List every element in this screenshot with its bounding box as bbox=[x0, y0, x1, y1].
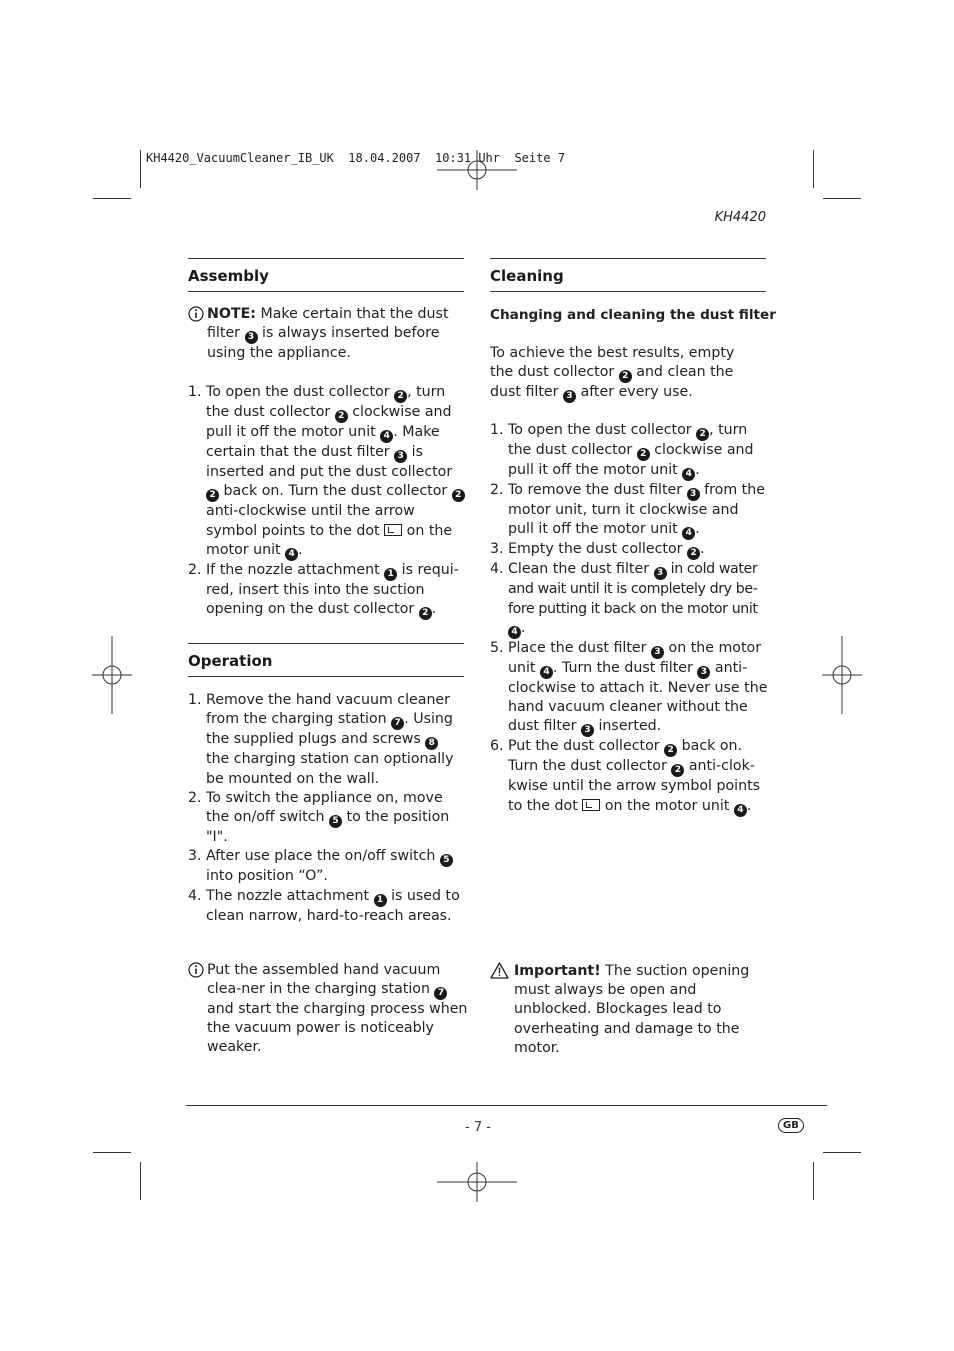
list-item bbox=[188, 847, 464, 886]
badge: 3 bbox=[245, 331, 258, 344]
note-text: Put the assembled hand vacuum clea-ner in the charging station bbox=[207, 961, 441, 997]
step-number: 1. bbox=[490, 422, 504, 438]
list-item bbox=[490, 737, 768, 816]
intro-text: and clean the dust filter bbox=[490, 364, 734, 401]
step-number: 5. bbox=[490, 639, 504, 656]
step-number: 2. bbox=[188, 561, 202, 578]
list-item bbox=[490, 421, 768, 481]
list-item bbox=[188, 691, 464, 789]
note-text: and start the charging process when the vacuum power is noticeably weaker. bbox=[207, 1000, 468, 1056]
section-rule bbox=[188, 676, 464, 677]
step-number: 6. bbox=[490, 738, 504, 755]
step-text: If the nozzle attachment bbox=[206, 561, 385, 578]
badge: 7 bbox=[434, 987, 447, 1000]
cleaning-subtitle: Changing and cleaning the dust filter bbox=[490, 307, 776, 323]
step-number: 4. bbox=[188, 887, 202, 904]
step-text: Remove the hand vacuum cleaner from the charging station bbox=[206, 692, 450, 728]
badge: 2 bbox=[696, 428, 709, 441]
operation-note bbox=[188, 961, 473, 1058]
badge: 4 bbox=[508, 626, 521, 639]
cleaning-steps bbox=[490, 421, 768, 817]
step-text: back on. Turn the dust collector bbox=[219, 483, 452, 500]
badge: 3 bbox=[394, 450, 407, 463]
note-text: Make certain that the dust filter bbox=[207, 306, 449, 342]
registration-mark-icon bbox=[822, 636, 862, 714]
badge: 2 bbox=[452, 489, 465, 502]
cleaning-title: Cleaning bbox=[490, 267, 564, 285]
step-number: 4. bbox=[490, 561, 504, 578]
step-text: inserted. bbox=[593, 718, 662, 735]
badge: 3 bbox=[697, 666, 710, 679]
assembly-title: Assembly bbox=[188, 267, 269, 285]
list-item bbox=[490, 639, 768, 738]
operation-steps bbox=[188, 691, 464, 926]
badge: 4 bbox=[682, 468, 695, 481]
step-text: anti-clockwise until the arrow symbol points to the dot bbox=[206, 503, 415, 539]
arrow-dot-symbol-icon bbox=[384, 524, 402, 536]
section-rule bbox=[188, 291, 464, 292]
step-text: , turn the dust collector bbox=[508, 422, 748, 458]
assembly-steps bbox=[188, 383, 466, 620]
step-text: Place the dust filter bbox=[508, 639, 651, 656]
info-icon bbox=[188, 962, 204, 978]
step-text: After use place the on/off switch bbox=[206, 848, 440, 865]
step-text: . Using the supplied plugs and screws bbox=[206, 711, 453, 748]
badge: 4 bbox=[734, 804, 747, 817]
list-item bbox=[188, 383, 466, 561]
important-text: The suction opening must always be open and unblocked. Blockages lead to overheating and damage to the motor. bbox=[514, 962, 750, 1056]
step-text: anti-clok-kwise until the arrow symbol points to the dot bbox=[508, 758, 761, 814]
step-text: Clean the dust filter bbox=[508, 561, 654, 578]
badge: 4 bbox=[682, 527, 695, 540]
step-number: 1. bbox=[188, 692, 202, 708]
step-text: To switch the appliance on, move the on/off switch bbox=[206, 789, 443, 826]
badge: 4 bbox=[540, 666, 553, 679]
badge: 8 bbox=[425, 737, 438, 750]
section-rule bbox=[188, 258, 464, 259]
step-text: into position “O”. bbox=[206, 868, 329, 885]
list-item bbox=[188, 789, 464, 848]
step-number: 3. bbox=[490, 541, 504, 558]
step-text: the charging station can optionally be mounted on the wall. bbox=[206, 751, 454, 787]
badge: 2 bbox=[637, 448, 650, 461]
badge: 2 bbox=[671, 764, 684, 777]
badge: 3 bbox=[581, 724, 594, 737]
registration-mark-icon bbox=[437, 1162, 517, 1202]
section-rule bbox=[490, 291, 766, 292]
page-number: - 7 - bbox=[465, 1120, 491, 1135]
step-text: is inserted and put the dust collector bbox=[206, 444, 453, 480]
badge: 7 bbox=[391, 717, 404, 730]
step-number: 2. bbox=[490, 482, 504, 498]
step-text: from the motor unit, turn it clockwise and pull it off the motor unit bbox=[508, 482, 765, 538]
step-text: in cold water and wait until it is completely dry be-fore putting it back on the motor unit bbox=[508, 561, 758, 617]
step-text: , turn the dust collector bbox=[206, 384, 446, 420]
cleaning-intro bbox=[490, 344, 756, 403]
operation-title: Operation bbox=[188, 652, 273, 670]
list-item bbox=[490, 560, 768, 639]
warning-triangle-icon bbox=[490, 962, 509, 979]
intro-text: after every use. bbox=[575, 384, 693, 401]
step-text: Put the dust collector bbox=[508, 738, 665, 755]
badge: 3 bbox=[687, 488, 700, 501]
step-text: clockwise and pull it off the motor unit bbox=[508, 442, 754, 478]
step-text: . bbox=[700, 541, 705, 558]
model-label: KH4420 bbox=[714, 210, 766, 225]
step-number: 1. bbox=[188, 384, 202, 400]
intro-text: To achieve the best results, empty the dust collector bbox=[490, 345, 735, 381]
list-item bbox=[490, 481, 768, 540]
registration-mark-icon bbox=[92, 636, 132, 714]
badge: 2 bbox=[664, 744, 677, 757]
badge: 1 bbox=[374, 894, 387, 907]
crop-mark bbox=[823, 1152, 861, 1153]
badge: 1 bbox=[384, 568, 397, 581]
step-text: To open the dust collector bbox=[508, 422, 697, 438]
step-text: To open the dust collector bbox=[206, 384, 395, 400]
crop-mark bbox=[140, 1162, 141, 1200]
crop-mark bbox=[93, 198, 131, 199]
section-rule bbox=[188, 643, 464, 644]
crop-mark bbox=[823, 198, 861, 199]
badge: 3 bbox=[651, 646, 664, 659]
badge: 4 bbox=[285, 548, 298, 561]
badge: 2 bbox=[394, 390, 407, 403]
step-number: 2. bbox=[188, 789, 202, 806]
step-text: . bbox=[298, 541, 303, 558]
crop-mark bbox=[140, 150, 141, 188]
badge: 5 bbox=[329, 815, 342, 828]
assembly-note bbox=[188, 305, 469, 364]
step-text: clockwise and pull it off the motor unit bbox=[206, 404, 452, 440]
section-rule bbox=[490, 258, 766, 259]
step-text: Empty the dust collector bbox=[508, 541, 687, 558]
badge: 2 bbox=[619, 370, 632, 383]
badge: 2 bbox=[687, 547, 700, 560]
badge: 2 bbox=[419, 607, 432, 620]
step-text: . bbox=[695, 521, 700, 538]
badge: 2 bbox=[335, 410, 348, 423]
badge: 2 bbox=[206, 489, 219, 502]
step-text: anti-clockwise to attach it. Never use the hand vacuum cleaner without the dust filter bbox=[508, 659, 768, 735]
badge: 3 bbox=[654, 567, 667, 580]
badge: 5 bbox=[440, 854, 453, 867]
step-text: is requi-red, insert this into the suction opening on the dust collector bbox=[206, 561, 459, 618]
list-item bbox=[188, 887, 464, 926]
step-text: To remove the dust filter bbox=[508, 482, 687, 498]
important-note bbox=[490, 962, 766, 1058]
note-text: is always inserted before using the appliance. bbox=[207, 325, 440, 362]
info-icon bbox=[188, 306, 204, 322]
arrow-dot-symbol-icon bbox=[582, 799, 600, 811]
step-text: . bbox=[521, 619, 526, 636]
step-text: . bbox=[746, 797, 752, 814]
step-text: The nozzle attachment bbox=[206, 887, 374, 904]
step-text: . Turn the dust filter bbox=[553, 659, 698, 676]
step-number: 3. bbox=[188, 848, 202, 865]
list-item bbox=[188, 561, 466, 620]
step-text: on the motor unit bbox=[600, 797, 734, 814]
print-header: KH4420_VacuumCleaner_IB_UK 18.04.2007 10:31 Uhr Seite 7 bbox=[146, 151, 566, 165]
important-label: Important! bbox=[514, 962, 601, 979]
step-text: back on. Turn the dust collector bbox=[508, 738, 743, 775]
crop-mark bbox=[813, 1162, 814, 1200]
badge: 4 bbox=[380, 430, 393, 443]
step-text: is used to clean narrow, hard-to-reach areas. bbox=[206, 887, 460, 924]
badge: 3 bbox=[563, 390, 576, 403]
step-text: on the motor unit bbox=[206, 522, 453, 558]
step-text: . bbox=[431, 601, 437, 618]
step-text: on the motor unit bbox=[508, 639, 762, 676]
crop-mark bbox=[813, 150, 814, 188]
step-text: . Make certain that the dust filter bbox=[206, 424, 440, 460]
footer-rule bbox=[186, 1105, 827, 1106]
note-label: NOTE: bbox=[207, 306, 256, 322]
step-text: . bbox=[695, 462, 700, 478]
step-text: to the position "I". bbox=[206, 809, 450, 846]
country-badge: GB bbox=[778, 1118, 804, 1133]
list-item bbox=[490, 540, 768, 560]
crop-mark bbox=[93, 1152, 131, 1153]
